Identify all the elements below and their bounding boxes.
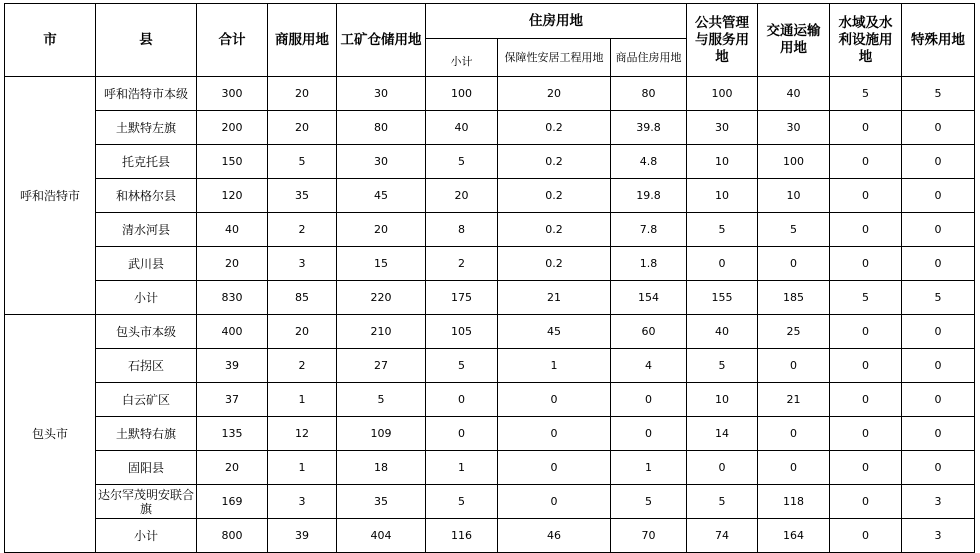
special-cell: 0: [902, 111, 975, 145]
water-cell: 0: [830, 519, 902, 553]
water-cell: 0: [830, 179, 902, 213]
commercial-cell: 85: [268, 281, 337, 315]
transport-cell: 164: [758, 519, 830, 553]
county-cell: 石拐区: [96, 349, 197, 383]
affordable-cell: 0: [498, 383, 611, 417]
header-commercial: 商服用地: [268, 4, 337, 77]
housing-subtotal-cell: 100: [426, 77, 498, 111]
city-cell: 包头市: [5, 315, 96, 553]
commercial-cell: 20: [268, 315, 337, 349]
water-cell: 0: [830, 247, 902, 281]
housing-subtotal-cell: 116: [426, 519, 498, 553]
table-body: [5, 77, 975, 553]
public-cell: 155: [687, 281, 758, 315]
table-row: [5, 247, 975, 281]
transport-cell: 21: [758, 383, 830, 417]
commercial-housing-cell: 5: [611, 485, 687, 519]
transport-cell: 0: [758, 417, 830, 451]
table-row: [5, 281, 975, 315]
total-cell: 135: [197, 417, 268, 451]
industrial-cell: 18: [337, 451, 426, 485]
commercial-housing-cell: 70: [611, 519, 687, 553]
commercial-housing-cell: 1.8: [611, 247, 687, 281]
commercial-housing-cell: 0: [611, 383, 687, 417]
industrial-cell: 15: [337, 247, 426, 281]
table-row: [5, 111, 975, 145]
table-row: [5, 213, 975, 247]
affordable-cell: 0.2: [498, 111, 611, 145]
transport-cell: 10: [758, 179, 830, 213]
special-cell: 5: [902, 281, 975, 315]
transport-cell: 30: [758, 111, 830, 145]
housing-subtotal-cell: 5: [426, 349, 498, 383]
special-cell: 0: [902, 315, 975, 349]
special-cell: 3: [902, 519, 975, 553]
transport-cell: 0: [758, 451, 830, 485]
land-supply-table: [4, 3, 975, 553]
header-row: [5, 4, 975, 39]
water-cell: 0: [830, 383, 902, 417]
affordable-cell: 1: [498, 349, 611, 383]
industrial-cell: 109: [337, 417, 426, 451]
housing-subtotal-cell: 5: [426, 145, 498, 179]
public-cell: 10: [687, 145, 758, 179]
header-total: 合计: [197, 4, 268, 77]
housing-subtotal-cell: 2: [426, 247, 498, 281]
county-cell: 包头市本级: [96, 315, 197, 349]
housing-subtotal-cell: 5: [426, 485, 498, 519]
commercial-housing-cell: 39.8: [611, 111, 687, 145]
county-cell: 托克托县: [96, 145, 197, 179]
commercial-housing-cell: 19.8: [611, 179, 687, 213]
table-row: [5, 485, 975, 519]
affordable-cell: 0: [498, 417, 611, 451]
public-cell: 0: [687, 451, 758, 485]
water-cell: 0: [830, 213, 902, 247]
county-cell: 小计: [96, 281, 197, 315]
public-cell: 100: [687, 77, 758, 111]
water-cell: 0: [830, 145, 902, 179]
industrial-cell: 5: [337, 383, 426, 417]
water-cell: 0: [830, 315, 902, 349]
total-cell: 300: [197, 77, 268, 111]
commercial-housing-cell: 1: [611, 451, 687, 485]
public-cell: 5: [687, 485, 758, 519]
county-cell: 固阳县: [96, 451, 197, 485]
housing-subtotal-cell: 0: [426, 383, 498, 417]
industrial-cell: 20: [337, 213, 426, 247]
commercial-housing-cell: 7.8: [611, 213, 687, 247]
total-cell: 20: [197, 247, 268, 281]
commercial-housing-cell: 4.8: [611, 145, 687, 179]
total-cell: 800: [197, 519, 268, 553]
city-cell: 呼和浩特市: [5, 77, 96, 315]
header-county: 县: [96, 4, 197, 77]
total-cell: 40: [197, 213, 268, 247]
industrial-cell: 30: [337, 145, 426, 179]
commercial-cell: 20: [268, 111, 337, 145]
commercial-cell: 12: [268, 417, 337, 451]
county-cell: 呼和浩特市本级: [96, 77, 197, 111]
water-cell: 0: [830, 417, 902, 451]
transport-cell: 0: [758, 247, 830, 281]
public-cell: 40: [687, 315, 758, 349]
county-cell: 小计: [96, 519, 197, 553]
header-transport: 交通运输用地: [758, 4, 830, 77]
affordable-cell: 0.2: [498, 179, 611, 213]
public-cell: 5: [687, 349, 758, 383]
special-cell: 0: [902, 451, 975, 485]
commercial-cell: 1: [268, 451, 337, 485]
water-cell: 5: [830, 77, 902, 111]
commercial-housing-cell: 154: [611, 281, 687, 315]
industrial-cell: 35: [337, 485, 426, 519]
county-cell: 白云矿区: [96, 383, 197, 417]
special-cell: 0: [902, 349, 975, 383]
total-cell: 830: [197, 281, 268, 315]
table-row: [5, 77, 975, 111]
transport-cell: 5: [758, 213, 830, 247]
commercial-cell: 1: [268, 383, 337, 417]
special-cell: 0: [902, 383, 975, 417]
housing-subtotal-cell: 8: [426, 213, 498, 247]
county-cell: 土默特右旗: [96, 417, 197, 451]
transport-cell: 0: [758, 349, 830, 383]
county-cell: 和林格尔县: [96, 179, 197, 213]
affordable-cell: 0.2: [498, 145, 611, 179]
table-row: [5, 519, 975, 553]
commercial-cell: 3: [268, 485, 337, 519]
industrial-cell: 30: [337, 77, 426, 111]
water-cell: 5: [830, 281, 902, 315]
transport-cell: 25: [758, 315, 830, 349]
transport-cell: 118: [758, 485, 830, 519]
table-row: [5, 179, 975, 213]
header-water: 水域及水利设施用地: [830, 4, 902, 77]
public-cell: 5: [687, 213, 758, 247]
affordable-cell: 21: [498, 281, 611, 315]
industrial-cell: 210: [337, 315, 426, 349]
water-cell: 0: [830, 111, 902, 145]
affordable-cell: 0: [498, 451, 611, 485]
commercial-cell: 20: [268, 77, 337, 111]
commercial-cell: 2: [268, 213, 337, 247]
housing-subtotal-cell: 175: [426, 281, 498, 315]
affordable-cell: 0.2: [498, 213, 611, 247]
water-cell: 0: [830, 349, 902, 383]
total-cell: 37: [197, 383, 268, 417]
county-cell: 武川县: [96, 247, 197, 281]
transport-cell: 40: [758, 77, 830, 111]
industrial-cell: 220: [337, 281, 426, 315]
commercial-cell: 2: [268, 349, 337, 383]
header-special: 特殊用地: [902, 4, 975, 77]
header-housing-subtotal: 小计: [426, 39, 498, 77]
housing-subtotal-cell: 40: [426, 111, 498, 145]
affordable-cell: 46: [498, 519, 611, 553]
housing-subtotal-cell: 20: [426, 179, 498, 213]
header-public: 公共管理与服务用地: [687, 4, 758, 77]
total-cell: 200: [197, 111, 268, 145]
total-cell: 150: [197, 145, 268, 179]
header-housing: 住房用地: [426, 4, 687, 39]
commercial-cell: 35: [268, 179, 337, 213]
commercial-housing-cell: 4: [611, 349, 687, 383]
commercial-housing-cell: 60: [611, 315, 687, 349]
transport-cell: 100: [758, 145, 830, 179]
special-cell: 0: [902, 213, 975, 247]
water-cell: 0: [830, 485, 902, 519]
total-cell: 39: [197, 349, 268, 383]
special-cell: 0: [902, 145, 975, 179]
table-row: [5, 349, 975, 383]
commercial-housing-cell: 80: [611, 77, 687, 111]
housing-subtotal-cell: 0: [426, 417, 498, 451]
industrial-cell: 27: [337, 349, 426, 383]
housing-subtotal-cell: 105: [426, 315, 498, 349]
public-cell: 30: [687, 111, 758, 145]
public-cell: 74: [687, 519, 758, 553]
county-cell: 清水河县: [96, 213, 197, 247]
special-cell: 3: [902, 485, 975, 519]
public-cell: 10: [687, 179, 758, 213]
affordable-cell: 0.2: [498, 247, 611, 281]
total-cell: 169: [197, 485, 268, 519]
public-cell: 10: [687, 383, 758, 417]
industrial-cell: 45: [337, 179, 426, 213]
special-cell: 0: [902, 417, 975, 451]
special-cell: 0: [902, 247, 975, 281]
public-cell: 0: [687, 247, 758, 281]
industrial-cell: 80: [337, 111, 426, 145]
commercial-cell: 39: [268, 519, 337, 553]
housing-subtotal-cell: 1: [426, 451, 498, 485]
public-cell: 14: [687, 417, 758, 451]
affordable-cell: 45: [498, 315, 611, 349]
commercial-cell: 5: [268, 145, 337, 179]
header-commercial-housing: 商品住房用地: [611, 39, 687, 77]
special-cell: 5: [902, 77, 975, 111]
commercial-housing-cell: 0: [611, 417, 687, 451]
commercial-cell: 3: [268, 247, 337, 281]
header-industrial: 工矿仓储用地: [337, 4, 426, 77]
transport-cell: 185: [758, 281, 830, 315]
table-header: [5, 4, 975, 77]
table-row: [5, 315, 975, 349]
table-row: [5, 417, 975, 451]
table-row: [5, 451, 975, 485]
total-cell: 400: [197, 315, 268, 349]
affordable-cell: 0: [498, 485, 611, 519]
header-city: 市: [5, 4, 96, 77]
affordable-cell: 20: [498, 77, 611, 111]
table-row: [5, 383, 975, 417]
total-cell: 20: [197, 451, 268, 485]
water-cell: 0: [830, 451, 902, 485]
industrial-cell: 404: [337, 519, 426, 553]
county-cell: 土默特左旗: [96, 111, 197, 145]
total-cell: 120: [197, 179, 268, 213]
county-cell: 达尔罕茂明安联合旗: [96, 485, 197, 519]
table-row: [5, 145, 975, 179]
special-cell: 0: [902, 179, 975, 213]
header-affordable-housing: 保障性安居工程用地: [498, 39, 611, 77]
